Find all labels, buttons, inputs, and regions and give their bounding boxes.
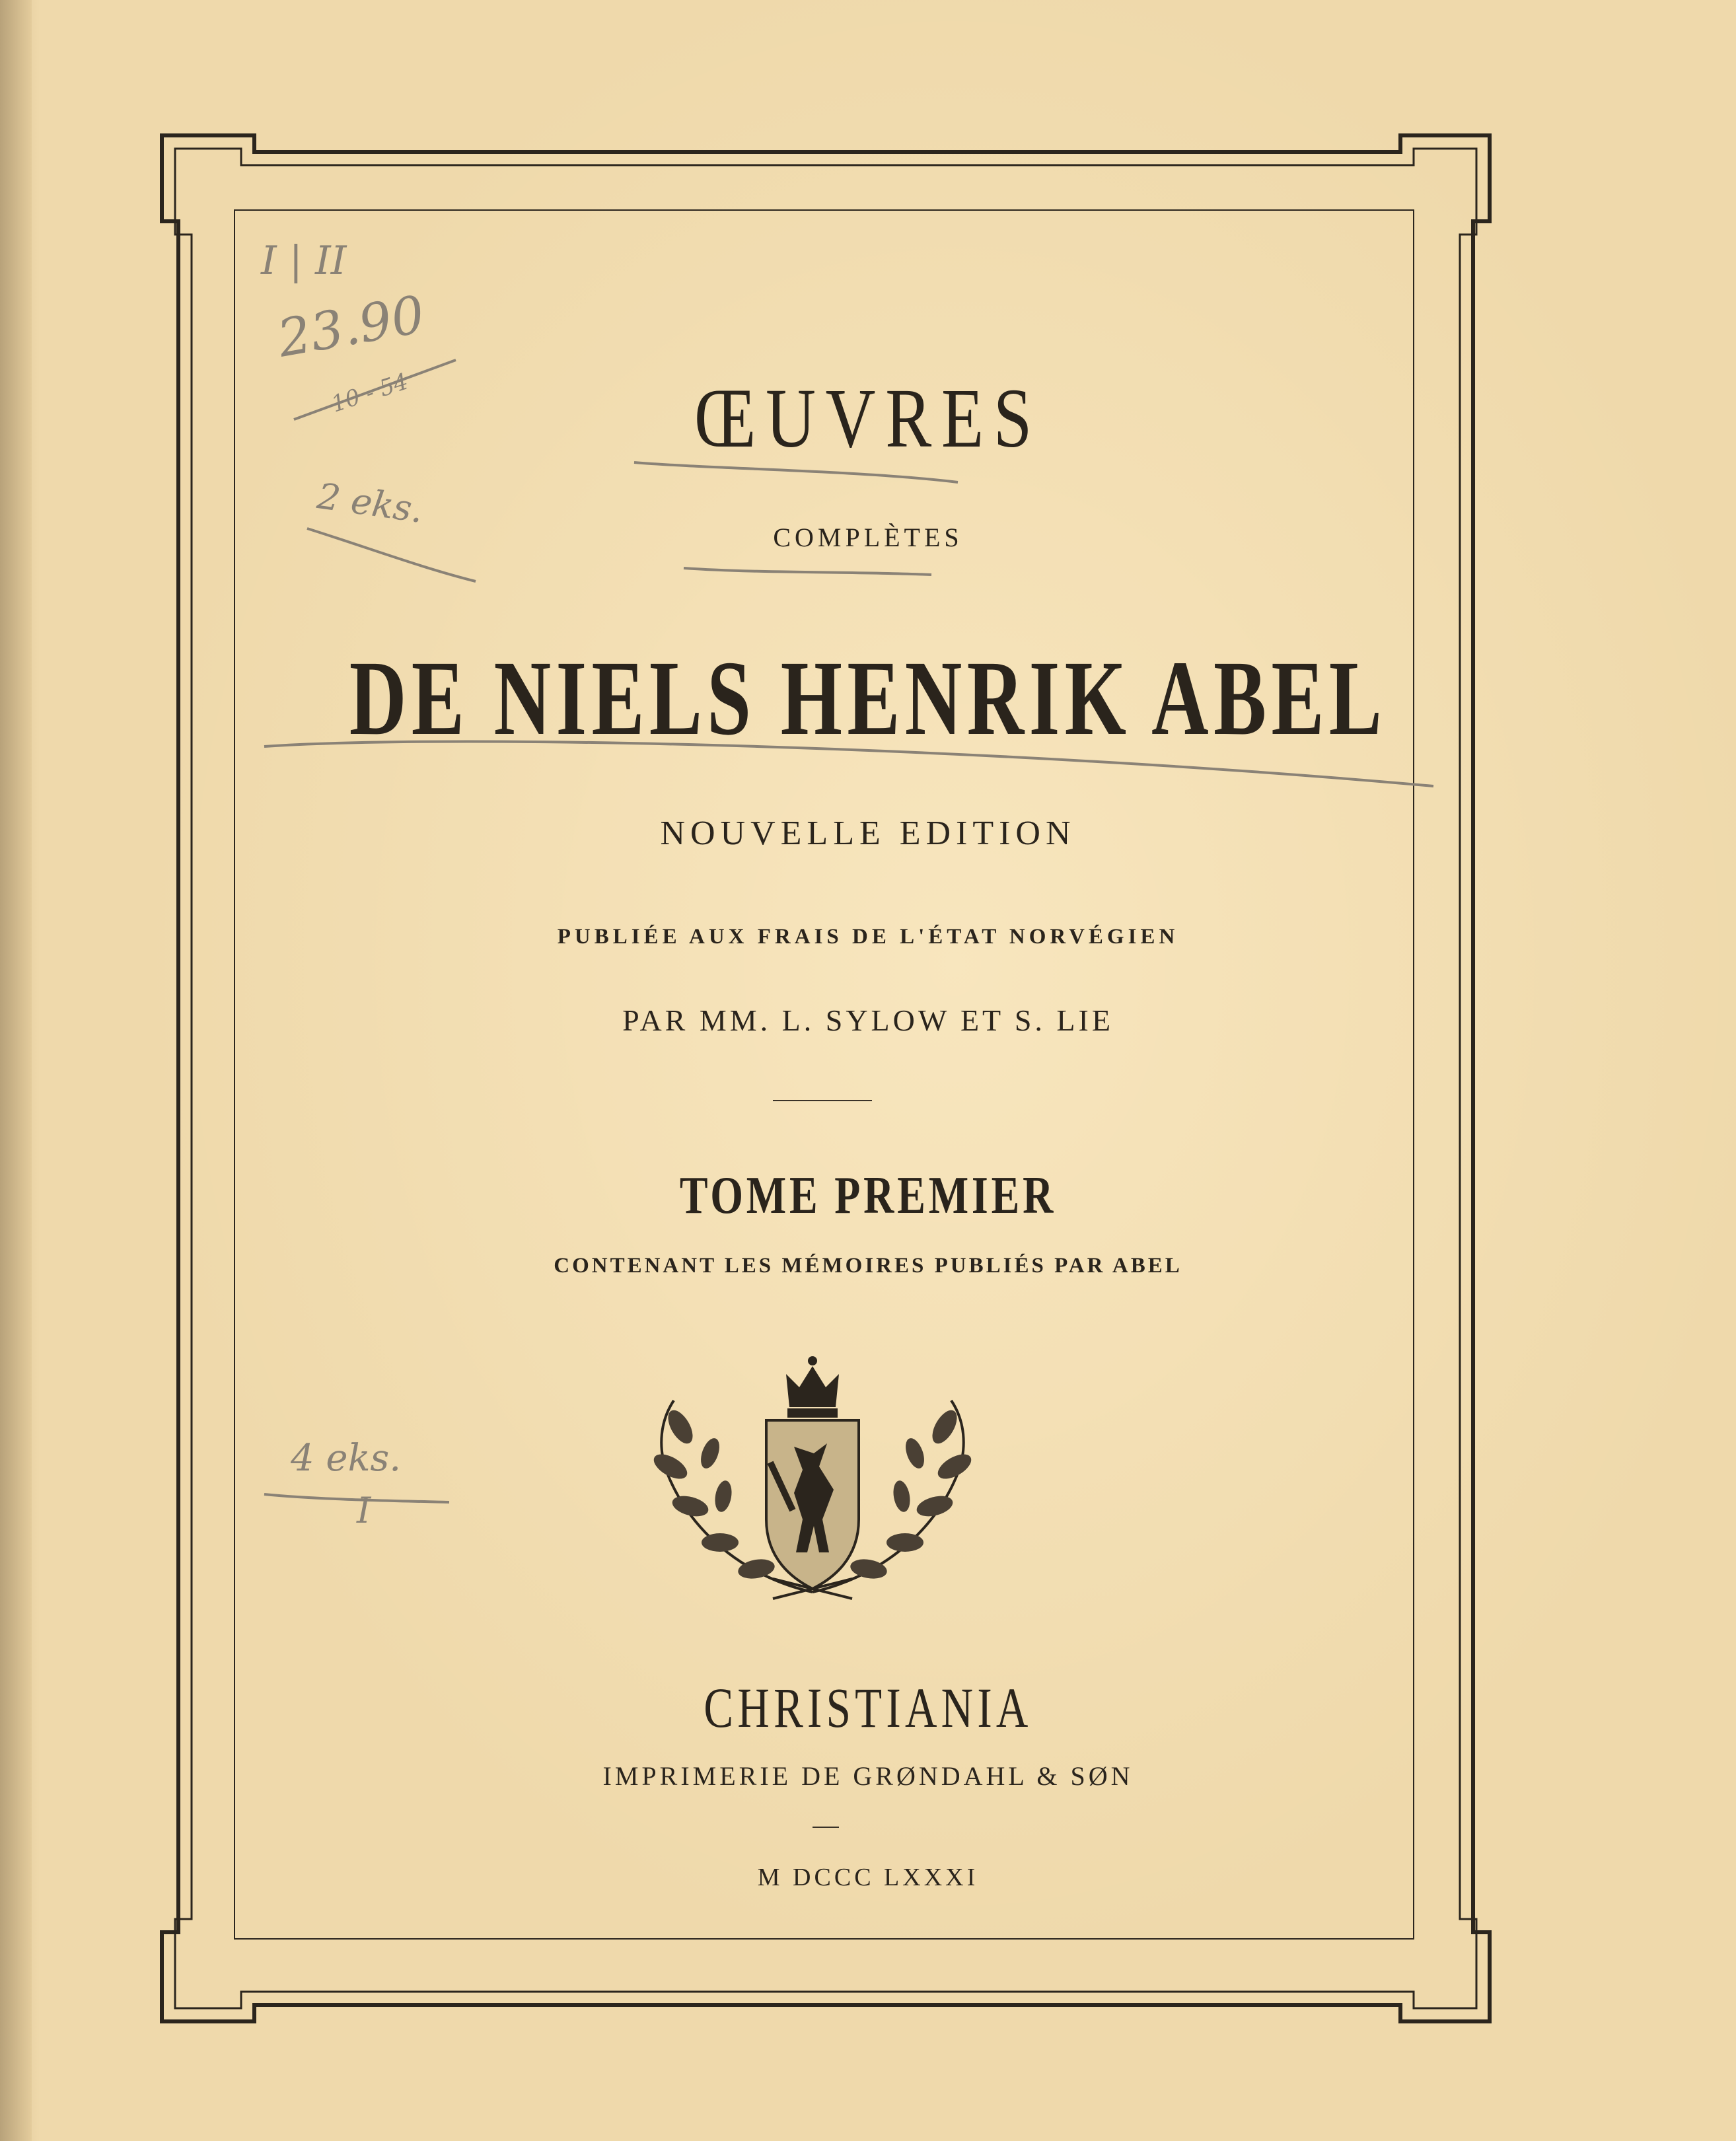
pencil-copies-note-2: 4 eks.: [291, 1437, 402, 1480]
pencil-shelf-mark: I | II: [261, 238, 347, 284]
pencil-volume-note: I: [357, 1490, 371, 1531]
volume-contents: CONTENANT LES MÉMOIRES PUBLIÉS PAR ABEL: [554, 1254, 1182, 1278]
divider-rule: [773, 1100, 872, 1101]
norwegian-coat-of-arms-icon: [621, 1354, 1004, 1618]
pencil-date-note: 10 - 54: [328, 368, 412, 418]
title-completes: COMPLÈTES: [773, 523, 963, 552]
edition-line: NOUVELLE EDITION: [660, 815, 1076, 852]
imprint-year: M DCCC LXXXI: [757, 1864, 979, 1891]
imprint-city: CHRISTIANIA: [704, 1676, 1032, 1739]
title-author: DE NIELS HENRIK ABEL: [349, 639, 1387, 758]
imprint-divider: [813, 1827, 839, 1828]
editors-line: PAR MM. L. SYLOW ET S. LIE: [622, 1003, 1114, 1037]
imprint-printer: IMPRIMERIE DE GRØNDAHL & SØN: [602, 1761, 1134, 1791]
pencil-copies-note: 2 eks.: [314, 475, 426, 531]
publication-line: PUBLIÉE AUX FRAIS DE L'ÉTAT NORVÉGIEN: [557, 925, 1179, 949]
title-oeuvres: ŒUVRES: [694, 371, 1042, 465]
volume-title: TOME PREMIER: [679, 1167, 1057, 1225]
pencil-price: 23.90: [273, 285, 429, 369]
